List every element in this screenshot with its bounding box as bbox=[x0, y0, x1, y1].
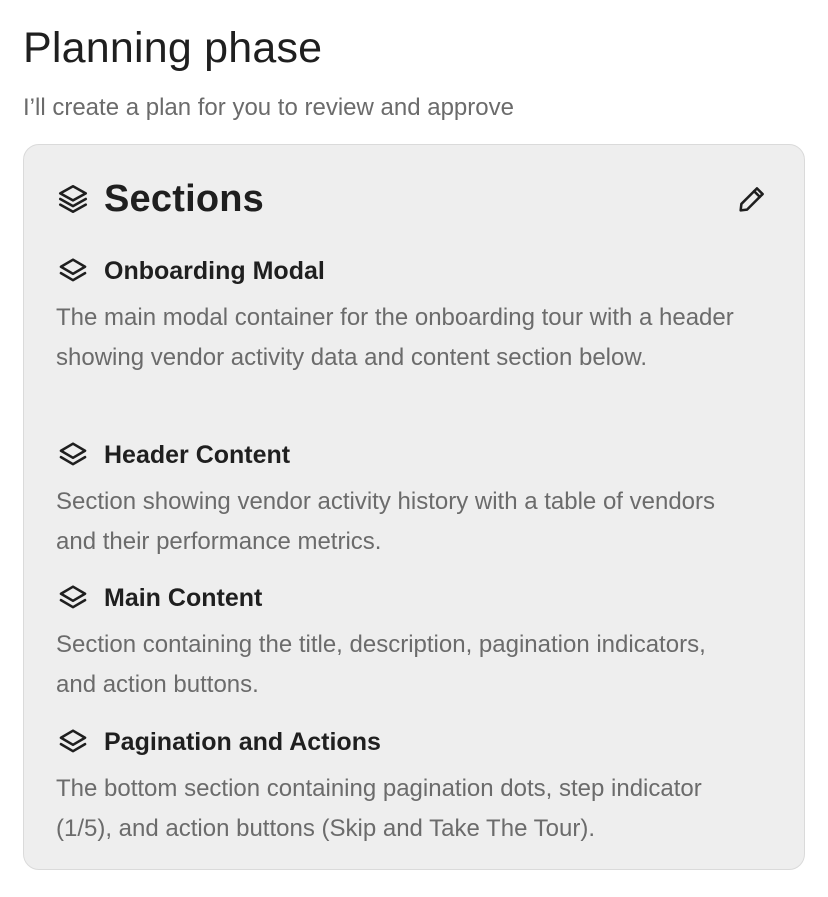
list-item bbox=[56, 724, 772, 849]
list-item bbox=[56, 437, 772, 580]
section-head bbox=[56, 437, 772, 473]
page-title: Planning phase bbox=[23, 24, 323, 72]
sections-card bbox=[23, 144, 805, 870]
layers-icon bbox=[56, 182, 90, 216]
section-head bbox=[56, 253, 772, 289]
card-header bbox=[56, 175, 772, 223]
section-title: Pagination and Actions bbox=[104, 728, 381, 756]
list-item bbox=[56, 580, 772, 724]
section-description: The bottom section containing pagination dots, step indicator (1/5), and action buttons (Skip and Take The Tour). bbox=[56, 775, 702, 842]
card-title: Sections bbox=[104, 178, 264, 220]
layers-icon bbox=[56, 254, 90, 288]
layers-icon bbox=[56, 581, 90, 615]
section-head bbox=[56, 724, 772, 760]
section-description: The main modal container for the onboarding tour with a header showing vendor activity data and content section below. bbox=[56, 304, 734, 371]
section-title: Onboarding Modal bbox=[104, 257, 325, 285]
pencil-icon bbox=[735, 182, 769, 216]
page-subtitle: I’ll create a plan for you to review and approve bbox=[23, 94, 514, 121]
layers-icon bbox=[56, 438, 90, 472]
list-item bbox=[56, 253, 772, 437]
layers-icon bbox=[56, 725, 90, 759]
section-description: Section showing vendor activity history with a table of vendors and their performance metrics. bbox=[56, 488, 716, 555]
section-title: Header Content bbox=[104, 441, 291, 469]
edit-button[interactable] bbox=[732, 179, 772, 219]
section-title: Main Content bbox=[104, 584, 263, 612]
section-head bbox=[56, 580, 772, 616]
section-list bbox=[56, 253, 772, 849]
section-description: Section containing the title, description, pagination indicators, and action buttons. bbox=[56, 631, 706, 698]
